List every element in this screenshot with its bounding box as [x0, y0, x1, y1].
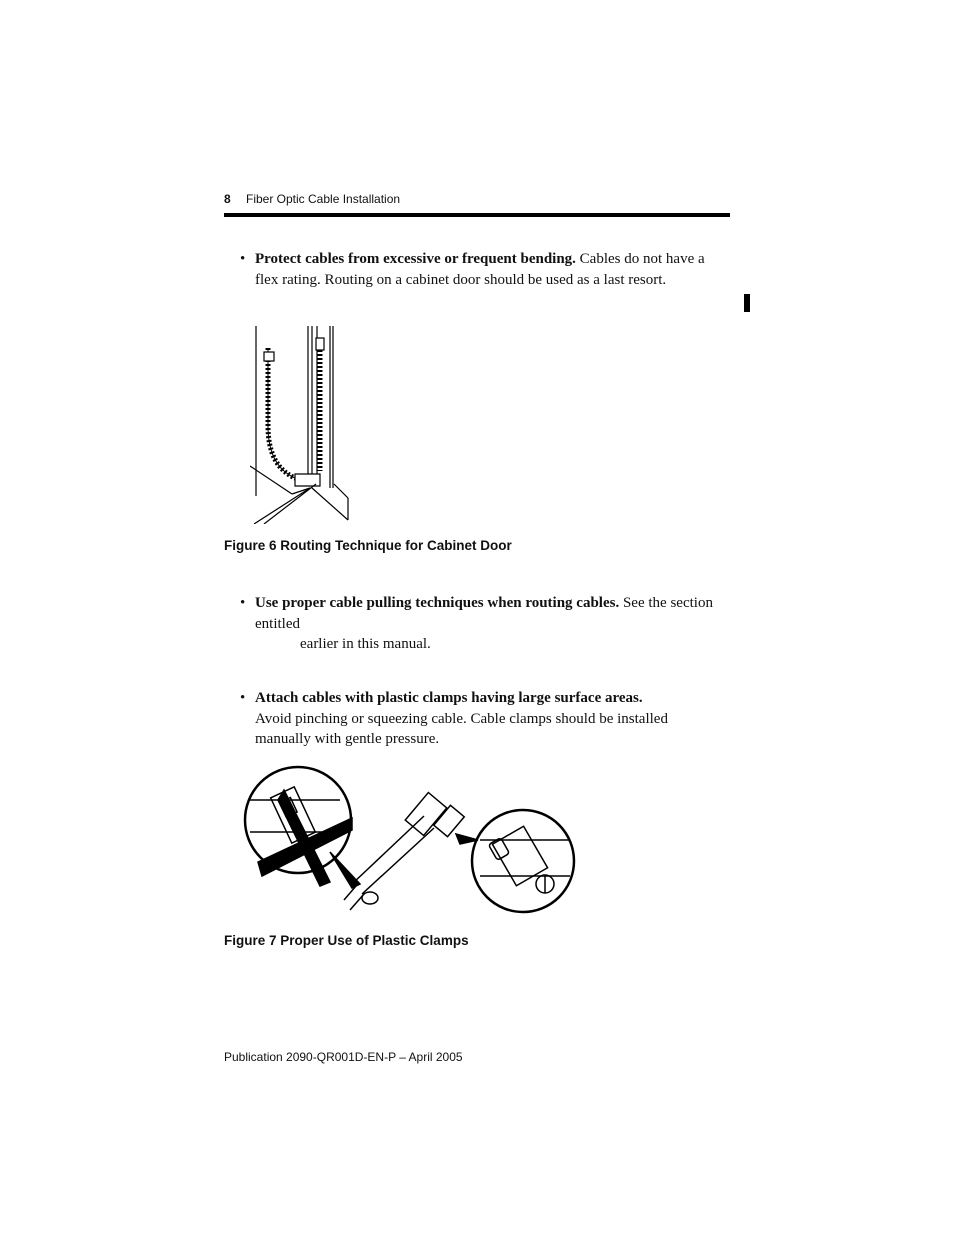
bullet-dot: •: [240, 690, 246, 706]
figure-6-caption: Figure 6 Routing Technique for Cabinet Door: [224, 538, 512, 553]
change-bar: [744, 294, 750, 312]
figure-plastic-clamps: [240, 760, 580, 920]
page-number: 8: [224, 192, 231, 206]
header-rule: [224, 213, 730, 217]
bullet-text: Protect cables from excessive or frequent bending. Cables do not have a flex rating. Routing on a cabinet door should be used as a last resort.: [255, 251, 705, 288]
bullet-plastic-clamps: [240, 688, 718, 750]
bullet-dot: •: [240, 251, 246, 267]
bullet-protect-cables: [240, 249, 718, 290]
bullet-text: Use proper cable pulling techniques when routing cables. See the section entitled earlier in this manual.: [255, 595, 713, 652]
chapter-title: Fiber Optic Cable Installation: [246, 192, 401, 206]
publication-footer: Publication 2090-QR001D-EN-P – April 2005: [224, 1050, 463, 1064]
bullet-cable-pulling: [240, 593, 718, 655]
figure-cabinet-door-routing: [250, 326, 350, 524]
figure-7-caption: Figure 7 Proper Use of Plastic Clamps: [224, 933, 469, 948]
bullet-text: Attach cables with plastic clamps having large surface areas. Avoid pinching or squeezing cable. Cable clamps should be installed manually with gentle pressure.: [255, 690, 668, 747]
bullet-dot: •: [240, 595, 246, 611]
